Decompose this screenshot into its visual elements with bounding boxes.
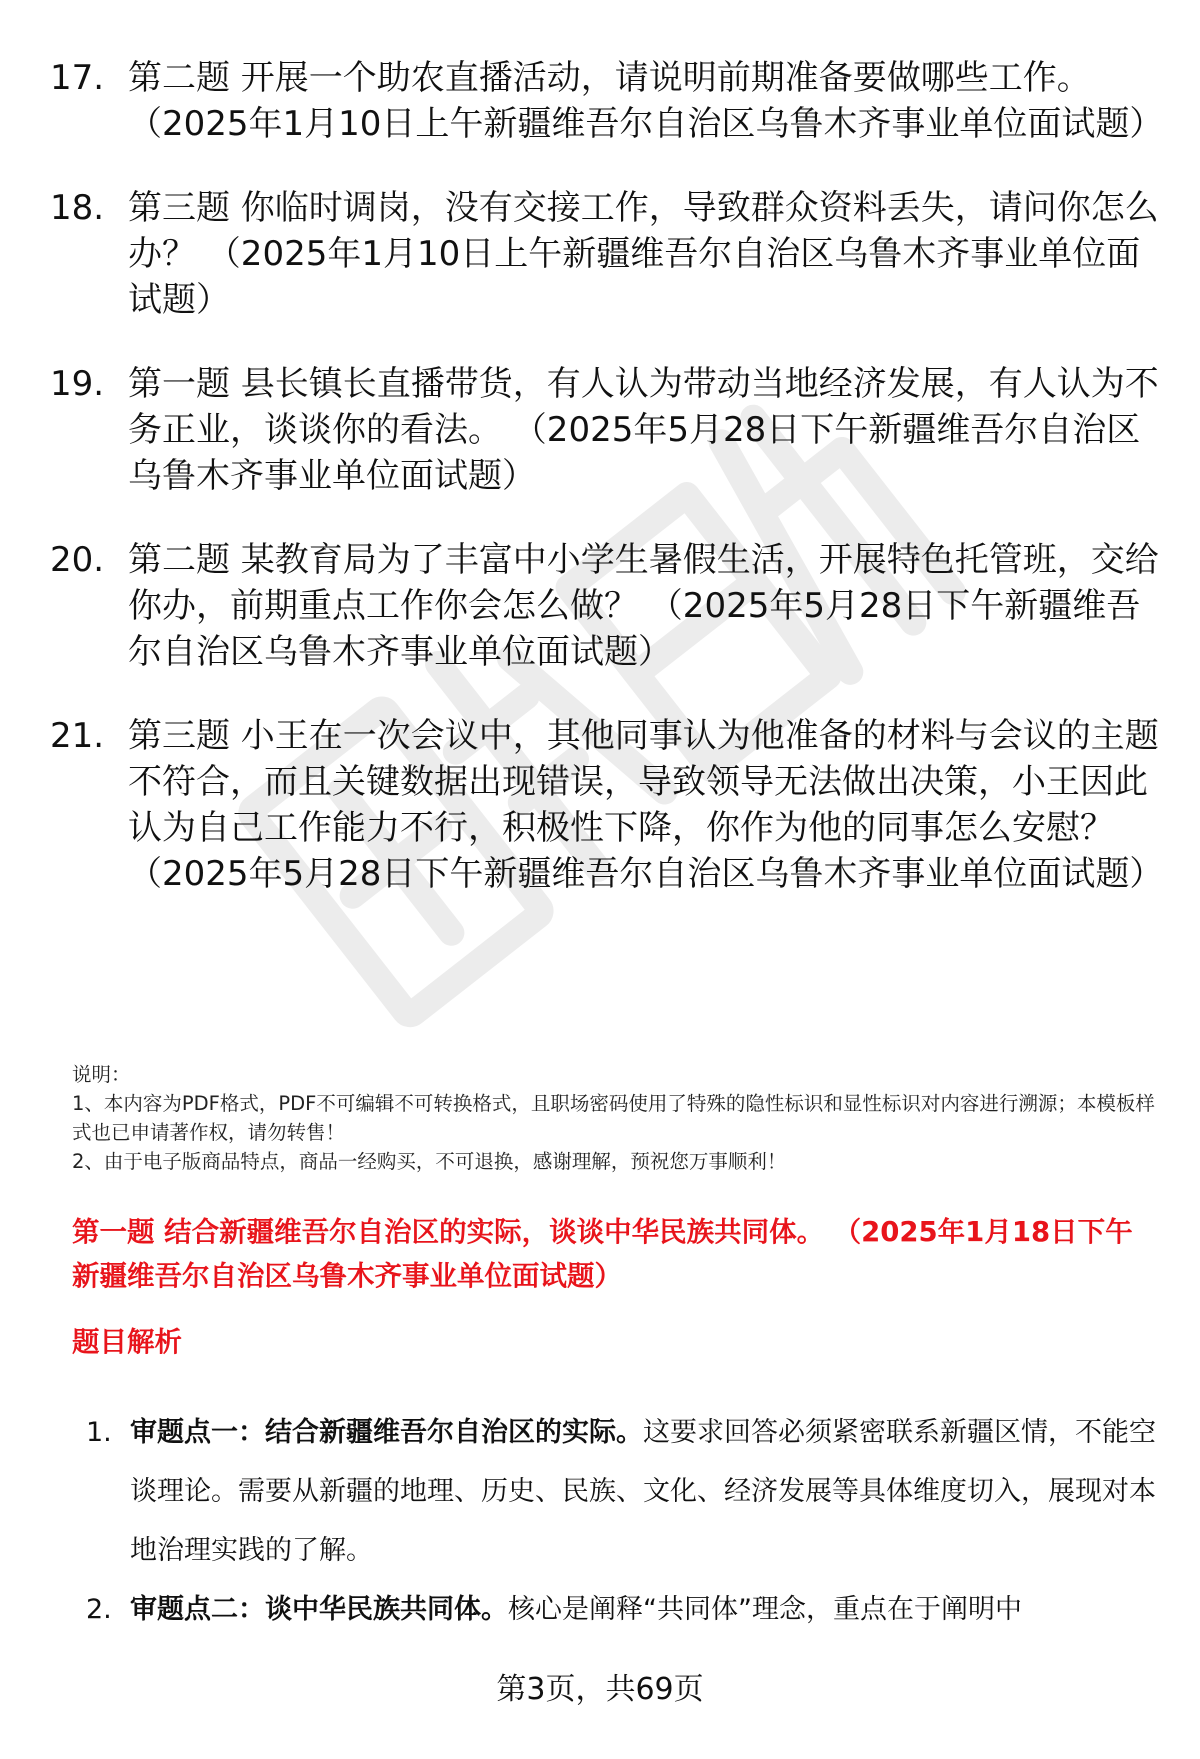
question-text: 第二题 某教育局为了丰富中小学生暑假生活，开展特色托管班，交给你办，前期重点工作你会怎么做？ （2025年5月28日下午新疆维吾尔自治区乌鲁木齐事业单位面试题） xyxy=(128,540,1159,672)
question-number: 18. xyxy=(50,188,105,228)
analysis-point-title: 审题点一：结合新疆维吾尔自治区的实际。 xyxy=(130,1417,643,1448)
analysis-list xyxy=(80,1403,1160,1639)
analysis-point-text: 核心是阐释“共同体”理念，重点在于阐明中 xyxy=(508,1594,1022,1625)
list-item xyxy=(50,713,1164,897)
analysis-number: 2. xyxy=(86,1594,112,1625)
analysis-number: 1. xyxy=(86,1417,112,1448)
question-number: 17. xyxy=(50,58,105,98)
question-number: 19. xyxy=(50,364,105,404)
section-subheading: 题目解析 xyxy=(72,1326,182,1358)
list-item xyxy=(50,361,1160,499)
question-text: 第三题 你临时调岗，没有交接工作，导致群众资料丢失，请问你怎么办？ （2025年1月10日上午新疆维吾尔自治区乌鲁木齐事业单位面试题） xyxy=(128,188,1159,320)
list-item xyxy=(80,1403,1160,1580)
page-number: 第3页，共69页 xyxy=(496,1672,704,1707)
question-number: 21. xyxy=(50,716,105,756)
notes-section xyxy=(72,1060,1162,1176)
question-text: 第三题 小王在一次会议中，其他同事认为他准备的材料与会议的主题不符合，而且关键数据出现错误，导致领导无法做出决策，小王因此认为自己工作能力不行，积极性下降，你作为他的同事怎么安慰？ （2025年5月28日下午新疆维吾尔自治区乌鲁木齐事业单位面试题） xyxy=(128,716,1164,894)
question-number: 20. xyxy=(50,540,105,580)
question-heading: 第一题 结合新疆维吾尔自治区的实际，谈谈中华民族共同体。 （2025年1月18日下午新疆维吾尔自治区乌鲁木齐事业单位面试题） xyxy=(72,1216,1133,1292)
notes-title: 说明： xyxy=(72,1063,131,1086)
question-text: 第二题 开展一个助农直播活动，请说明前期准备要做哪些工作。 （2025年1月10日上午新疆维吾尔自治区乌鲁木齐事业单位面试题） xyxy=(128,58,1164,144)
list-item xyxy=(80,1580,1160,1639)
list-item xyxy=(50,185,1160,323)
analysis-point-text: 这要求回答必须紧密联系新疆区情，不能空谈理论。需要从新疆的地理、历史、民族、文化、经济发展等具体维度切入，展现对本地治理实践的了解。 xyxy=(130,1417,1156,1566)
question-list xyxy=(50,55,1164,935)
list-item xyxy=(50,55,1164,147)
question-text: 第一题 县长镇长直播带货，有人认为带动当地经济发展，有人认为不务正业，谈谈你的看法。 （2025年5月28日下午新疆维吾尔自治区乌鲁木齐事业单位面试题） xyxy=(128,364,1159,496)
notes-line: 1、本内容为PDF格式，PDF不可编辑不可转换格式，且职场密码使用了特殊的隐性标识和显性标识对内容进行溯源；本模板样式也已申请著作权，请勿转售！ xyxy=(72,1092,1155,1144)
notes-line: 2、由于电子版商品特点，商品一经购买，不可退换，感谢理解，预祝您万事顺利！ xyxy=(72,1150,787,1173)
analysis-point-title: 审题点二：谈中华民族共同体。 xyxy=(130,1594,508,1625)
list-item xyxy=(50,537,1160,675)
